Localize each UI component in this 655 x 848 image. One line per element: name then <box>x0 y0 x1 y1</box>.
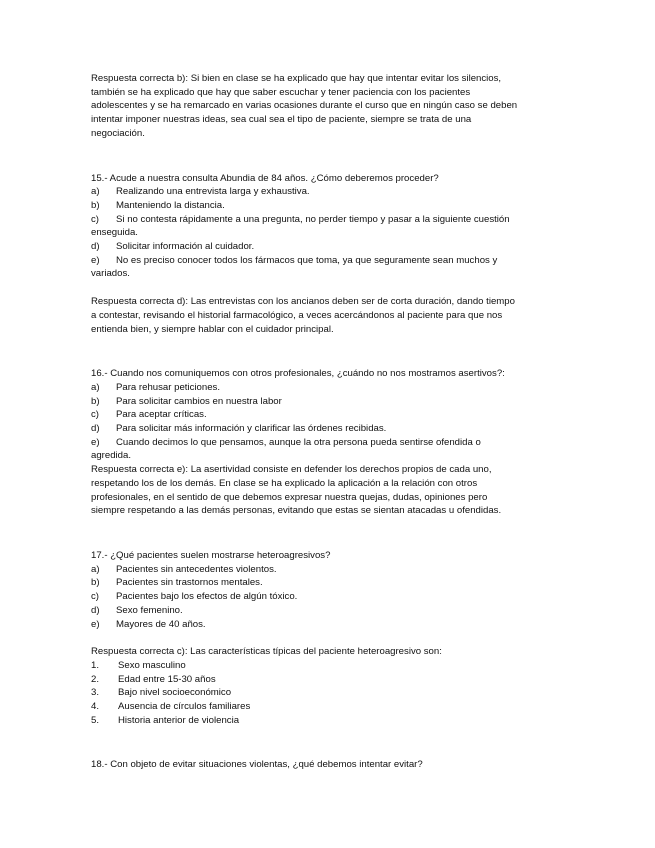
option-text: Solicitar información al cuidador. <box>116 241 255 253</box>
option-text: Manteniendo la distancia. <box>116 199 225 211</box>
option-text: Mayores de 40 años. <box>116 618 206 630</box>
option-continuation: agredida. <box>91 450 132 462</box>
option-text: Pacientes sin trastornos mentales. <box>116 577 263 589</box>
option-letter: d) <box>91 604 100 616</box>
question-18 <box>91 758 571 772</box>
list-number: 1. <box>91 659 100 671</box>
list-number: 3. <box>91 687 100 699</box>
intro-answer-line: Respuesta correcta b): Si bien en clase se ha explicado que hay que intentar evitar los silencios, <box>91 73 502 84</box>
option-c <box>91 213 571 227</box>
list-text: Edad entre 15-30 años <box>118 673 216 685</box>
question-16-text: 16.- Cuando nos comuniquemos con otros profesionales, ¿cuándo no nos mostramos asertivos?: <box>91 368 505 380</box>
answer-line: respetando los de los demás. En clase se ha explicado la aplicación a la relación con otros <box>91 477 478 489</box>
intro-answer-line: negociación. <box>91 127 145 139</box>
option-text: Para solicitar cambios en nuestra labor <box>116 395 282 407</box>
intro-answer-paragraph <box>91 72 571 141</box>
answer-line: profesionales, en el sentido de que debemos expresar nuestra quejas, dudas, opiniones pero <box>91 491 488 503</box>
question-15-text: 15.- Acude a nuestra consulta Abundia de 84 años. ¿Cómo deberemos proceder? <box>91 172 439 184</box>
answer-line: entienda bien, y siempre hablar con el cuidador principal. <box>91 323 334 335</box>
option-text: Cuando decimos lo que pensamos, aunque la otra persona pueda sentirse ofendida o <box>116 436 481 448</box>
option-letter: b) <box>91 199 100 211</box>
question-17 <box>91 549 571 631</box>
answer-list-item <box>91 714 571 728</box>
intro-answer-line: también se ha explicado que hay que saber escuchar y tener paciencia con los pacientes <box>91 86 471 98</box>
list-number: 2. <box>91 673 100 685</box>
option-a <box>91 185 571 199</box>
option-letter: c) <box>91 409 99 421</box>
option-d <box>91 604 571 618</box>
question-16 <box>91 367 571 463</box>
option-letter: e) <box>91 254 100 266</box>
list-number: 4. <box>91 701 100 713</box>
option-e <box>91 436 571 450</box>
answer-line: siempre respetando a las demás personas, evitando que estas se sientan atacadas u ofendidas. <box>91 505 502 517</box>
option-d <box>91 240 571 254</box>
option-text: Para solicitar más información y clarificar las órdenes recibidas. <box>116 423 387 435</box>
option-letter: b) <box>91 577 100 589</box>
option-letter: e) <box>91 618 100 630</box>
answer-line: a contestar, revisando el historial farmacológico, a veces acercándonos al paciente para que nos <box>91 309 503 321</box>
option-b <box>91 576 571 590</box>
option-letter: c) <box>91 213 99 225</box>
intro-answer-line: intentar imponer nuestras ideas, sea cual sea el tipo de paciente, siempre se trata de una <box>91 114 472 126</box>
option-text: Pacientes bajo los efectos de algún tóxico. <box>116 591 298 603</box>
option-text: Para rehusar peticiones. <box>116 381 220 393</box>
intro-answer-line: adolescentes y se ha remarcado en varias ocasiones durante el curso que en ningún caso se deben <box>91 100 518 112</box>
answer-line: Respuesta correcta d): Las entrevistas con los ancianos deben ser de corta duración, dando tiempo <box>91 296 515 308</box>
list-text: Bajo nivel socioeconómico <box>118 687 232 699</box>
option-text: Para aceptar críticas. <box>116 409 207 421</box>
option-c <box>91 590 571 604</box>
option-letter: d) <box>91 241 100 253</box>
question-17-text: 17.- ¿Qué pacientes suelen mostrarse heteroagresivos? <box>91 549 331 561</box>
answer-list-item <box>91 686 571 700</box>
option-letter: e) <box>91 436 100 448</box>
answer-list-item <box>91 659 571 673</box>
option-a <box>91 563 571 577</box>
list-number: 5. <box>91 714 100 726</box>
option-letter: d) <box>91 423 100 435</box>
option-text: Realizando una entrevista larga y exhaustiva. <box>116 186 310 198</box>
option-a <box>91 381 571 395</box>
option-letter: a) <box>91 186 100 198</box>
option-letter: a) <box>91 381 100 393</box>
option-text: No es preciso conocer todos los fármacos que toma, ya que seguramente sean muchos y <box>116 254 498 266</box>
answer-17 <box>91 645 571 727</box>
answer-list-item <box>91 673 571 687</box>
option-text: Si no contesta rápidamente a una pregunta, no perder tiempo y pasar a la siguiente cuestión <box>116 213 510 225</box>
option-letter: b) <box>91 395 100 407</box>
answer-list-item <box>91 700 571 714</box>
answer-line: Respuesta correcta e): La asertividad consiste en defender los derechos propios de cada uno, <box>91 464 492 476</box>
option-text: Sexo femenino. <box>116 604 183 616</box>
option-e <box>91 254 571 268</box>
option-c <box>91 408 571 422</box>
option-letter: c) <box>91 591 99 603</box>
question-18-text: 18.- Con objeto de evitar situaciones violentas, ¿qué debemos intentar evitar? <box>91 759 423 771</box>
list-text: Historia anterior de violencia <box>118 714 240 726</box>
question-15 <box>91 172 571 282</box>
option-letter: a) <box>91 563 100 575</box>
option-e <box>91 618 571 632</box>
answer-intro: Respuesta correcta c): Las características típicas del paciente heteroagresivo son: <box>91 646 442 658</box>
option-text: Pacientes sin antecedentes violentos. <box>116 563 277 575</box>
option-b <box>91 199 571 213</box>
list-text: Ausencia de círculos familiares <box>118 701 251 713</box>
answer-16 <box>91 463 571 518</box>
option-continuation: enseguida. <box>91 227 138 239</box>
option-d <box>91 422 571 436</box>
option-b <box>91 395 571 409</box>
answer-15 <box>91 295 571 336</box>
document-page <box>91 72 571 772</box>
list-text: Sexo masculino <box>118 659 186 671</box>
option-continuation: variados. <box>91 268 130 280</box>
